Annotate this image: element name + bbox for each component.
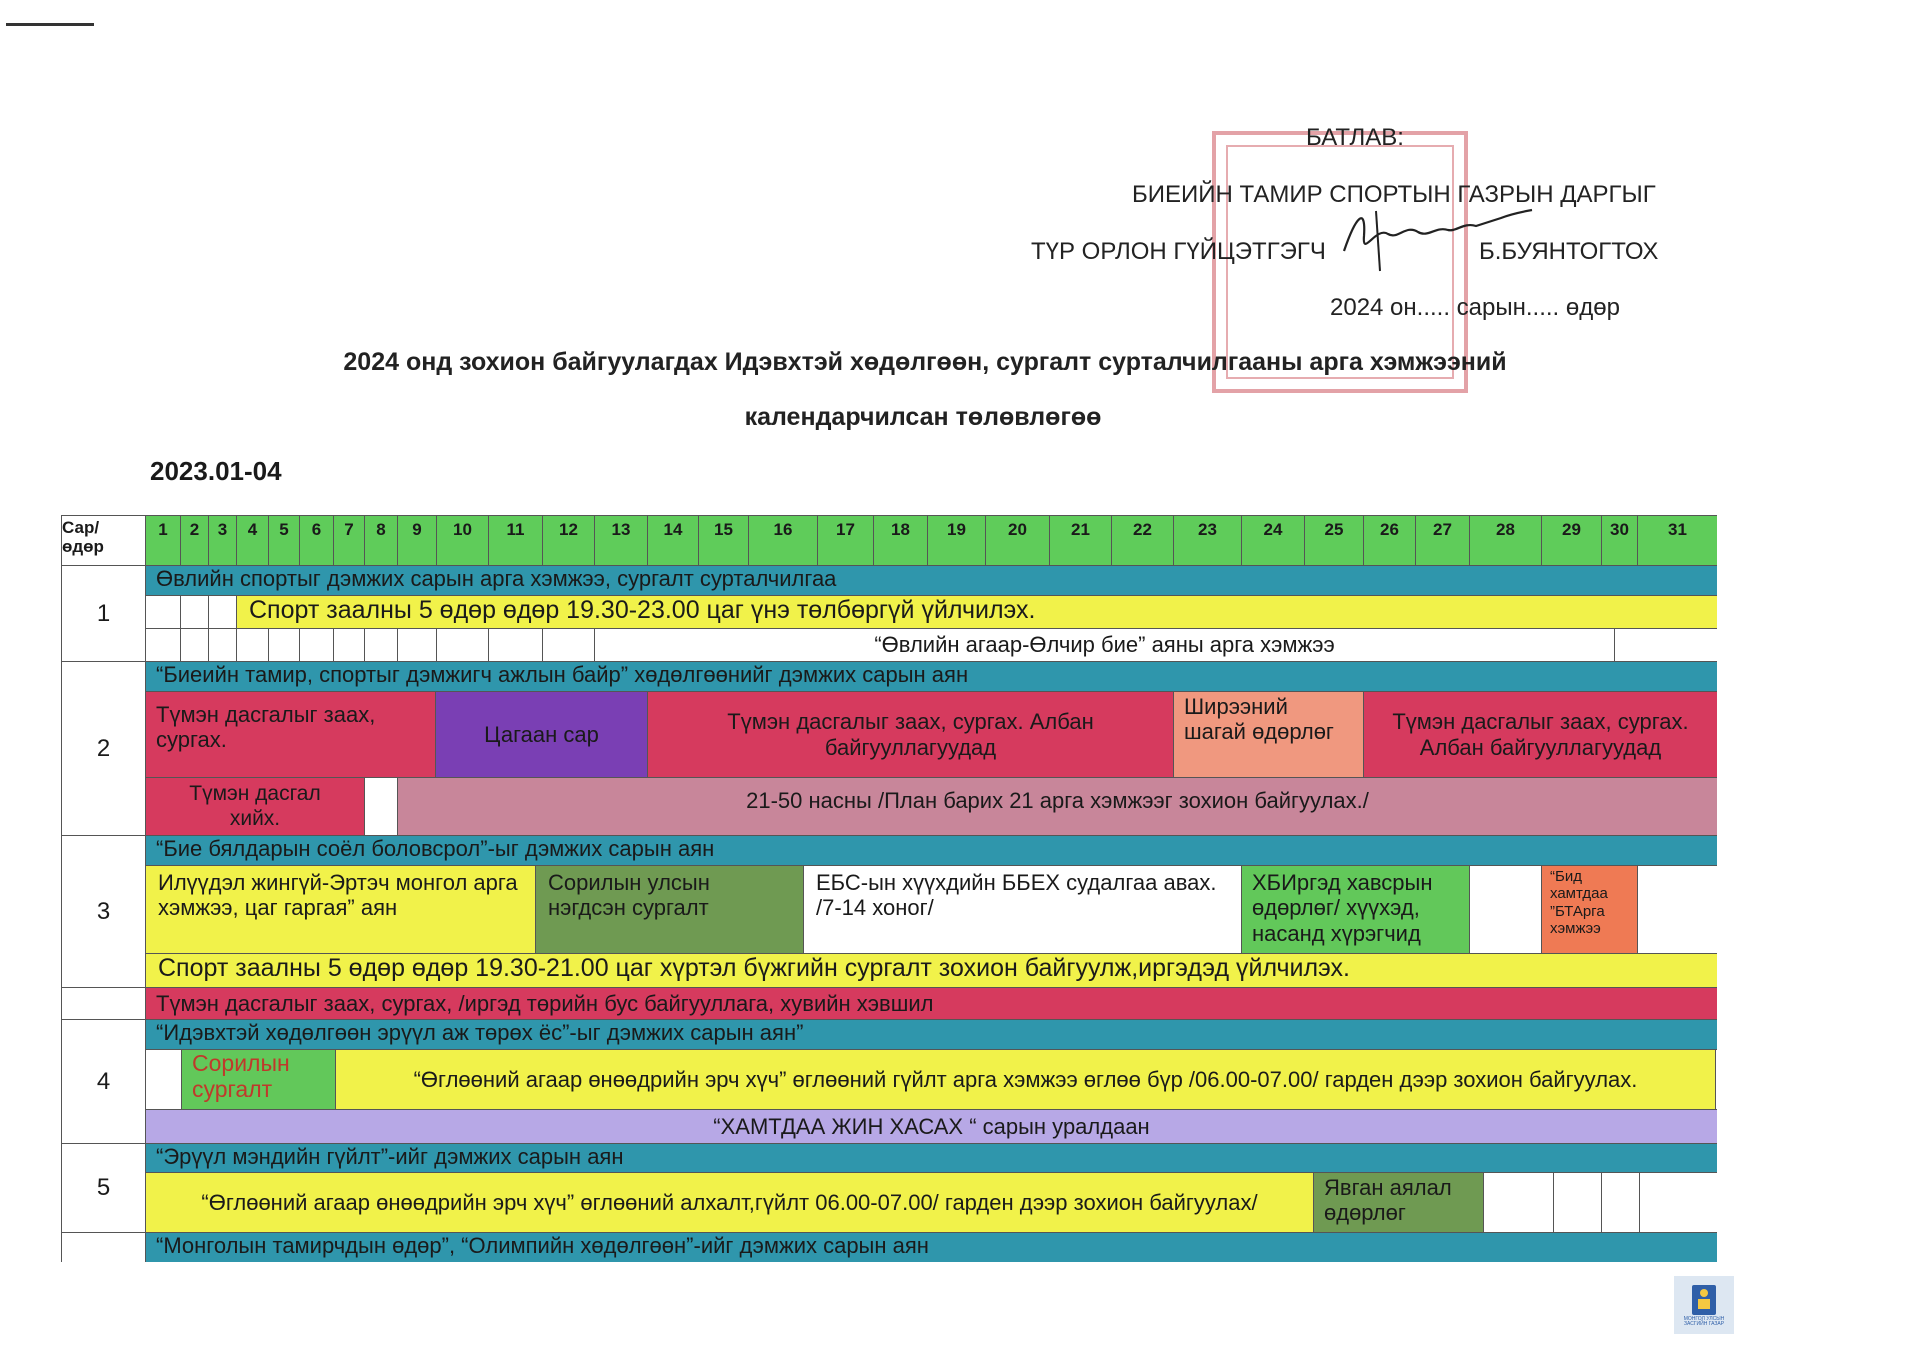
header-month-day-label: Сар/ өдөр <box>61 515 145 565</box>
empty-day-cell <box>145 628 180 661</box>
empty-day-cell <box>180 628 208 661</box>
month3-group-exercise-bar: Түмэн дасгалыг заах, сургах, /иргэд төрийн бус байгууллага, хувийн хэвшил <box>145 987 1717 1019</box>
empty-day-cell <box>268 628 299 661</box>
day-header-5: 5 <box>268 515 299 565</box>
empty-day-cell <box>1715 1049 1717 1109</box>
empty-day-cell <box>1469 865 1541 953</box>
month4-weight-loss-contest: “ХАМТДАА ЖИН ХАСАХ “ сарын уралдаан <box>145 1109 1717 1143</box>
empty-day-cell <box>145 1049 181 1109</box>
month4-morning-run: “Өглөөний агаар өнөөдрийн эрч хүч” өглөөний гүйлт арга хэмжээ өглөө бүр /06.00-07.00/ гарден дээр зохион байгуулах. <box>335 1049 1715 1109</box>
empty-day-cell <box>1553 1172 1601 1232</box>
approval-date-line: 2024 он..... сарын..... өдөр <box>1330 294 1620 321</box>
month2-group-exercise-4: Түмэн дасгал хийх. <box>145 777 364 835</box>
approval-line-1: БАТЛАВ: <box>1306 124 1404 151</box>
document-title-line-2: календарчилсан төлөвлөгөө <box>744 403 1102 431</box>
month1-winter-campaign: “Өвлийн агаар-Өлчир бие” аяны арга хэмжээ <box>594 628 1614 661</box>
month2-group-exercise-3: Түмэн дасгалыг заах, сургах. Албан байгууллагуудад <box>1363 691 1717 777</box>
day-header-26: 26 <box>1363 515 1415 565</box>
day-header-4: 4 <box>236 515 268 565</box>
empty-day-cell <box>145 595 180 628</box>
empty-month-cell <box>61 1232 145 1262</box>
empty-day-cell <box>542 628 594 661</box>
day-header-25: 25 <box>1304 515 1363 565</box>
month4-title-bar: “Идэвхтэй хөдөлгөөн эрүүл аж төрөх ёс”-ыг дэмжих сарын аян” <box>145 1019 1717 1049</box>
day-header-18: 18 <box>873 515 927 565</box>
day-header-14: 14 <box>647 515 698 565</box>
month3-dance-training-bar: Спорт заалны 5 өдөр өдөр 19.30-21.00 цаг хүртэл бүжгийн сургалт зохион байгуулж,иргэдэд үйлчилэх. <box>145 953 1717 987</box>
month-label-3: 3 <box>61 835 145 987</box>
month4-test-training: Сорилын сургалт <box>181 1049 335 1109</box>
emblem-text: МОНГОЛ УЛСЫН ЗАСГИЙН ГАЗАР <box>1683 1315 1725 1327</box>
empty-day-cell <box>208 628 236 661</box>
month2-age-group-program: 21-50 насны /План барих 21 арга хэмжээг зохион байгуулах./ <box>397 777 1717 835</box>
empty-day-cell <box>364 777 397 835</box>
approval-line-3-right: Б.БУЯНТОГТОХ <box>1479 238 1659 265</box>
scan-mark-line <box>6 23 94 26</box>
month1-gym-service-bar: Спорт заалны 5 өдөр өдөр 19.30-23.00 цаг үнэ төлбөргүй үйлчилэх. <box>236 595 1717 628</box>
approval-line-3-left: ТҮР ОРЛОН ГҮЙЦЭТГЭГЧ <box>1031 238 1326 265</box>
month6-title-bar: “Монголын тамирчдын өдөр”, “Олимпийн хөдөлгөөн”-ийг дэмжих сарын аян <box>145 1232 1717 1262</box>
day-header-29: 29 <box>1541 515 1601 565</box>
empty-day-cell <box>364 628 397 661</box>
month3-together-event: “Бид хамтдаа ”БТАрга хэмжээ <box>1541 865 1637 953</box>
month-label-1: 1 <box>61 565 145 661</box>
day-header-24: 24 <box>1241 515 1304 565</box>
day-header-28: 28 <box>1469 515 1541 565</box>
month3-school-survey: ЕБС-ын хүүхдийн ББЕХ судалгаа авах. /7-14 хоног/ <box>803 865 1241 953</box>
month1-title-bar: Өвлийн спортыг дэмжих сарын арга хэмжээ, сургалт сурталчилгаа <box>145 565 1717 595</box>
day-header-3: 3 <box>208 515 236 565</box>
month3-national-training: Сорилын улсын нэгдсэн сургалт <box>535 865 803 953</box>
month2-title-bar: “Биеийн тамир, спортыг дэмжигч ажлын байр” хөдөлгөөнийг дэмжих сарын аян <box>145 661 1717 691</box>
empty-month-cell <box>61 987 145 1019</box>
day-header-30: 30 <box>1601 515 1637 565</box>
empty-day-cell <box>1483 1172 1553 1232</box>
day-header-1: 1 <box>145 515 180 565</box>
day-header-10: 10 <box>436 515 488 565</box>
day-header-2: 2 <box>180 515 208 565</box>
day-header-21: 21 <box>1049 515 1111 565</box>
month-label-4: 4 <box>61 1019 145 1143</box>
day-header-22: 22 <box>1111 515 1173 565</box>
month-label-2: 2 <box>61 661 145 835</box>
empty-day-cell <box>180 595 208 628</box>
day-header-12: 12 <box>542 515 594 565</box>
day-header-15: 15 <box>698 515 748 565</box>
month3-disabled-citizens-day: ХБИргэд хавсрын өдөрлөг/ хүүхэд, насанд хүрэгчид <box>1241 865 1469 953</box>
month2-tsagaan-sar: Цагаан сар <box>435 691 647 777</box>
day-header-19: 19 <box>927 515 985 565</box>
day-header-8: 8 <box>364 515 397 565</box>
document-date: 2023.01-04 <box>150 456 282 486</box>
day-header-6: 6 <box>299 515 333 565</box>
empty-day-cell <box>1601 1172 1639 1232</box>
empty-day-cell <box>333 628 364 661</box>
empty-day-cell <box>488 628 542 661</box>
month5-morning-walk: “Өглөөний агаар өнөөдрийн эрч хүч” өглөөний алхалт,гүйлт 06.00-07.00/ гарден дээр зохион байгуулах/ <box>145 1172 1313 1232</box>
day-header-9: 9 <box>397 515 436 565</box>
day-header-13: 13 <box>594 515 647 565</box>
empty-day-cell <box>1614 628 1717 661</box>
approval-line-2: БИЕИЙН ТАМИР СПОРТЫН ГАЗРЫН ДАРГЫГ <box>1132 181 1656 208</box>
day-header-7: 7 <box>333 515 364 565</box>
day-header-17: 17 <box>817 515 873 565</box>
month5-title-bar: “Эрүүл мэндийн гүйлт”-ийг дэмжих сарын аян <box>145 1143 1717 1172</box>
empty-day-cell <box>208 595 236 628</box>
empty-day-cell <box>397 628 436 661</box>
month2-shagai-event: Ширээний шагай өдөрлөг <box>1173 691 1363 777</box>
month-label-5: 5 <box>61 1143 145 1232</box>
government-emblem-logo <box>1674 1276 1734 1334</box>
month2-group-exercise-1: Түмэн дасгалыг заах, сургах. <box>145 691 435 777</box>
day-header-27: 27 <box>1415 515 1469 565</box>
calendar-table <box>61 515 1717 1262</box>
empty-day-cell <box>299 628 333 661</box>
day-header-16: 16 <box>748 515 817 565</box>
month3-fit-mongol: Илүүдэл жингүй-Эртэч монгол арга хэмжээ, цаг гаргая” аян <box>145 865 535 953</box>
month2-group-exercise-2: Түмэн дасгалыг заах, сургах. Албан байгууллагуудад <box>647 691 1173 777</box>
day-header-23: 23 <box>1173 515 1241 565</box>
empty-day-cell <box>436 628 488 661</box>
document-title-line-1: 2024 онд зохион байгуулагдах Идэвхтэй хөдөлгөөн, сургалт сурталчилгааны арга хэмжээний <box>343 348 1507 376</box>
month3-title-bar: “Бие бялдарын соёл боловсрол”-ыг дэмжих сарын аян <box>145 835 1717 865</box>
empty-day-cell <box>236 628 268 661</box>
day-header-31: 31 <box>1637 515 1717 565</box>
day-header-11: 11 <box>488 515 542 565</box>
day-header-20: 20 <box>985 515 1049 565</box>
empty-day-cell <box>1639 1172 1717 1232</box>
empty-day-cell <box>1637 865 1717 953</box>
month5-hiking-day: Явган аялал өдөрлөг <box>1313 1172 1483 1232</box>
